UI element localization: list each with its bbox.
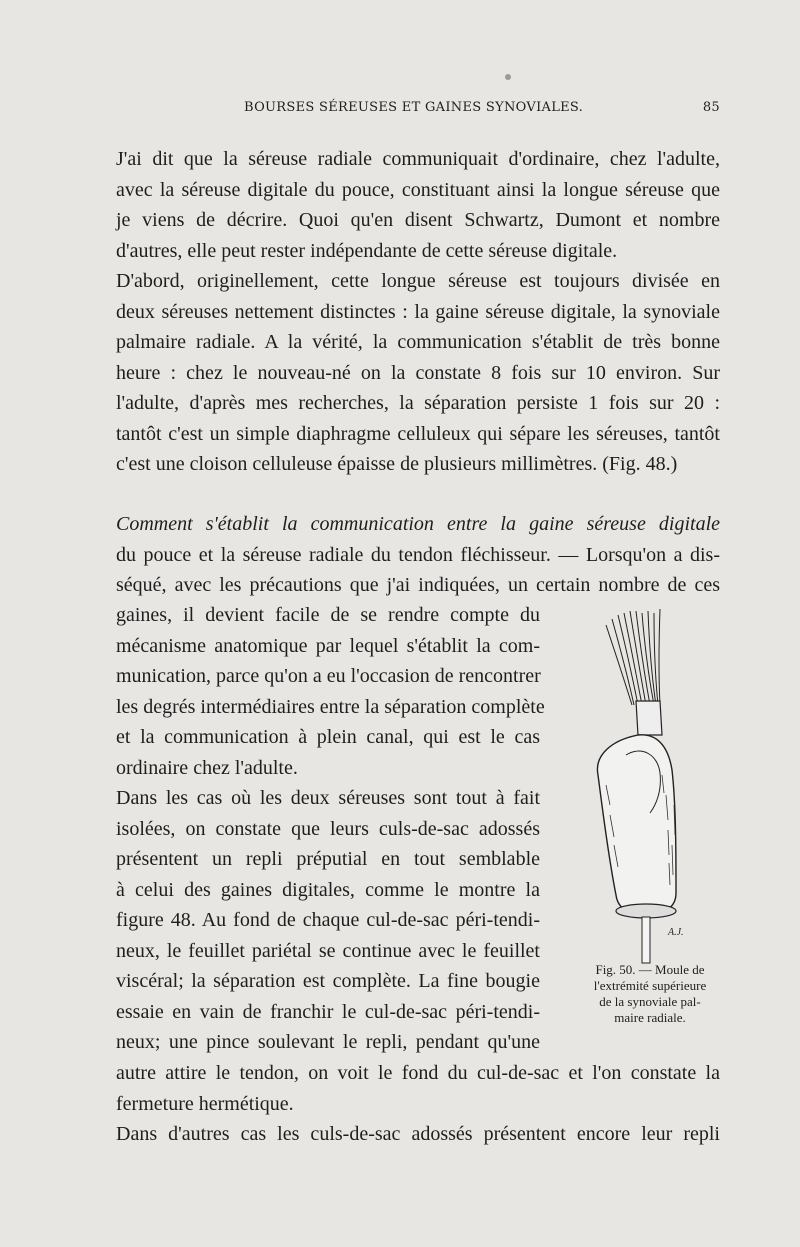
paragraph-3-continued [116,600,545,783]
text-line: Dans les cas où les deux séreuses sont tout à fait [116,787,540,809]
text-line: je viens de décrire. Quoi qu'en disent Schwartz, Dumont et nombre [116,209,720,231]
figure-caption [576,962,724,1026]
artist-signature: A.J. [668,927,684,938]
text-line: fermeture hermétique. [116,1092,294,1115]
tendon-fibers [606,609,660,705]
text-line: D'abord, originellement, cette longue séreuse est toujours divisée en [116,270,720,292]
text-line: figure 48. Au fond de chaque cul-de-sac péri-tendi- [116,909,540,931]
text-line: neux, le feuillet pariétal se continue avec le feuillet [116,939,540,962]
mold-body [597,735,676,916]
mold-base [616,904,676,918]
text-line: Comment s'établit la communication entre la gaine séreuse digitale [116,513,720,535]
paragraph-3 [116,509,720,601]
figure-50-illustration [572,605,712,965]
text-line: ordinaire chez l'adulte. [116,756,298,779]
paragraph-4 [116,783,540,1058]
probe-rod [642,917,650,963]
text-line: gaines, il devient facile de se rendre compte du [116,604,540,626]
text-line: Dans d'autres cas les culs-de-sac adossés présentent encore leur repli [116,1123,720,1145]
text-line: d'autres, elle peut rester indépendante de cette séreuse digitale. [116,239,618,262]
text-line: présentent un repli préputial en tout semblable [116,848,540,870]
paragraph-1 [116,144,720,266]
paragraph-2 [116,266,720,480]
text-line: palmaire radiale. A la vérité, la communication s'établit de très bonne [116,331,720,353]
paragraph-4-end [116,1058,720,1119]
running-title: BOURSES SÉREUSES ET GAINES SYNOVIALES. [244,100,584,115]
caption-line: Fig. 50. — Moule de [595,962,705,977]
text-line: deux séreuses nettement distinctes : la gaine séreuse digitale, la synoviale [116,300,720,323]
text-line: séqué, avec les précautions que j'ai indiquées, un certain nombre de ces [116,574,720,596]
caption-line: de la synoviale pal- [599,994,701,1009]
tendon-stalk [636,701,662,735]
synovial-mold-drawing [572,605,712,965]
paragraph-5 [116,1119,720,1150]
caption-line: maire radiale. [614,1010,686,1025]
text-line: viscéral; la séparation est complète. La fine bougie [116,970,540,992]
text-line: autre attire le tendon, on voit le fond du cul-de-sac et l'on constate la [116,1062,720,1084]
text-line: les degrés intermédiaires entre la séparation complète [116,695,545,718]
text-line: et la communication à plein canal, qui est le cas [116,726,540,748]
text-line: essaie en vain de franchir le cul-de-sac péri-tendi- [116,1000,540,1023]
text-line: c'est une cloison celluleuse épaisse de plusieurs millimètres. (Fig. 48.) [116,453,678,475]
text-line: l'adulte, d'après mes recherches, la séparation persiste 1 fois sur 20 : [116,392,720,414]
text-line: avec la séreuse digitale du pouce, constituant ainsi la longue séreuse que [116,178,720,201]
text-line: à celui des gaines digitales, comme le montre la [116,878,540,901]
page-number: 85 [702,100,720,115]
caption-line: l'extrémité supérieure [593,978,707,993]
running-header [110,100,720,124]
text-line: tantôt c'est un simple diaphragme celluleux qui sépare les séreuses, tantôt [116,422,720,445]
text-line: J'ai dit que la séreuse radiale communiquait d'ordinaire, chez l'adulte, [116,148,720,170]
text-line: isolées, on constate que leurs culs-de-sac adossés [116,817,540,840]
text-line: neux; une pince soulevant le repli, pendant qu'une [116,1031,540,1053]
text-line: heure : chez le nouveau-né on la constate 8 fois sur 10 environ. Sur [116,361,720,384]
text-line: mécanisme anatomique par lequel s'établit la com- [116,634,540,657]
text-line: du pouce et la séreuse radiale du tendon fléchisseur. — Lorsqu'on a dis- [116,543,720,566]
text-line: munication, parce qu'on a eu l'occasion de rencontrer [116,665,541,687]
page-mark [505,74,511,80]
